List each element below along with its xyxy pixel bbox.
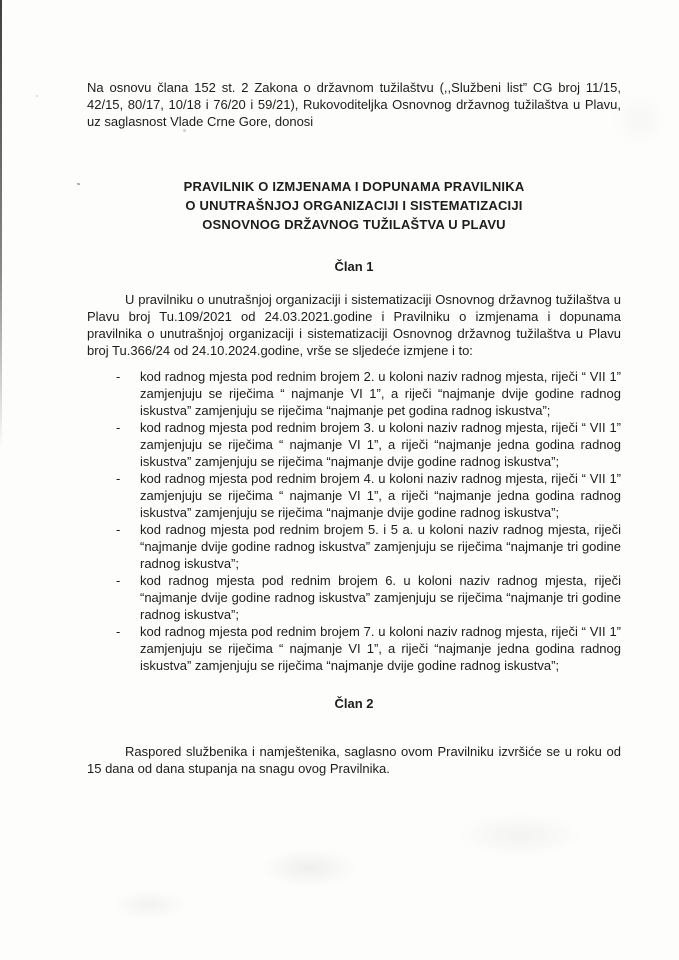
amendment-item-5 bbox=[87, 572, 621, 623]
article-1-heading: Član 1 bbox=[334, 259, 374, 274]
list-marker: - bbox=[116, 624, 121, 639]
amendment-item-3 bbox=[87, 470, 621, 521]
article-1-intro-paragraph: U pravilniku o unutrašnjoj organizaciji i sistematizaciji Osnovnog državnog tužilaštva u Plavu broj Tu.109/2021 od 24.03.2021.godine i Pravilniku o izmjenama i dopunama pravilnika o unutrašnjoj organizaciji i sistematizaciji Osnovnog državnog tužilaštva u Plavu broj Tu.366/24 od 24.10.2024.godine, vrše se sljedeće izmjene i to: bbox=[87, 292, 621, 358]
list-marker: - bbox=[116, 369, 121, 384]
legal-basis-paragraph: Na osnovu člana 152 st. 2 Zakona o državnom tužilaštvu (,,Službeni list” CG broj 11/15, 42/15, 80/17, 10/18 i 76/20 i 59/21), Rukovoditeljka Osnovnog državnog tužilaštva u Plavu, uz saglasnost Vlade Crne Gore, donosi bbox=[87, 80, 621, 129]
scan-edge-artifact bbox=[0, 0, 2, 450]
list-marker: - bbox=[116, 573, 121, 588]
amendment-item-4 bbox=[87, 521, 621, 572]
article-2-paragraph: Raspored službenika i namještenika, saglasno ovom Pravilniku izvršiće se u roku od 15 dana od dana stupanja na snagu ovog Pravilnika. bbox=[87, 744, 621, 776]
amendment-item-6 bbox=[87, 623, 621, 674]
amendment-item-text: kod radnog mjesta pod rednim brojem 2. u koloni naziv radnog mjesta, riječi “ VII 1” zamjenjuju se riječima “ najmanje VI 1”, a riječi “najmanje dvije godine radnog iskustva” zamjenjuju se riječima “najmanje pet godina radnog iskustva”; bbox=[140, 369, 621, 418]
list-marker: - bbox=[116, 522, 121, 537]
amendment-item-text: kod radnog mjesta pod rednim brojem 7. u koloni naziv radnog mjesta, riječi “ VII 1” zamjenjuju se riječima “ najmanje VI 1”, a riječi “najmanje jedna godina radnog iskustva” zamjenjuju se riječima “najmanje dvije godine radnog iskustva”; bbox=[140, 624, 621, 673]
amendment-item-2 bbox=[87, 419, 621, 470]
title-line-2: O UNUTRAŠNJOJ ORGANIZACIJI I SISTEMATIZACIJI bbox=[185, 198, 523, 213]
amendment-item-text: kod radnog mjesta pod rednim brojem 4. u koloni naziv radnog mjesta, riječi “ VII 1” zamjenjuju se riječima “ najmanje VI 1”, a riječi “najmanje jedna godina radnog iskustva” zamjenjuju se riječima “najmanje dvije godine radnog iskustva”; bbox=[140, 471, 621, 520]
title-line-1: PRAVILNIK O IZMJENAMA I DOPUNAMA PRAVILNIKA bbox=[183, 179, 525, 194]
amendment-item-text: kod radnog mjesta pod rednim brojem 6. u koloni naziv radnog mjesta, riječi “najmanje dvije godine radnog iskustva” zamjenjuju se riječima “najmanje tri godine radnog iskustva”; bbox=[140, 573, 621, 622]
list-marker: - bbox=[116, 471, 121, 486]
amendment-item-text: kod radnog mjesta pod rednim brojem 3. u koloni naziv radnog mjesta, riječi “ VII 1” zamjenjuju se riječima “ najmanje VI 1”, a riječi “najmanje jedna godina radnog iskustva” zamjenjuju se riječima “najmanje dvije godine radnog iskustva”; bbox=[140, 420, 621, 469]
title-line-3: OSNOVNOG DRŽAVNOG TUŽILAŠTVA U PLAVU bbox=[202, 217, 506, 232]
scan-speckle bbox=[77, 183, 81, 186]
document-title bbox=[87, 177, 621, 234]
scan-speckle bbox=[36, 95, 38, 97]
amendment-item-1 bbox=[87, 368, 621, 419]
amendment-item-text: kod radnog mjesta pod rednim brojem 5. i 5 a. u koloni naziv radnog mjesta, riječi “najmanje dvije godine radnog iskustva” zamjenjuju se riječima “najmanje tri godine radnog iskustva”; bbox=[140, 522, 621, 571]
article-2-heading: Član 2 bbox=[334, 696, 374, 711]
amendment-list bbox=[87, 368, 621, 674]
list-marker: - bbox=[116, 420, 121, 435]
document-content bbox=[87, 79, 621, 777]
